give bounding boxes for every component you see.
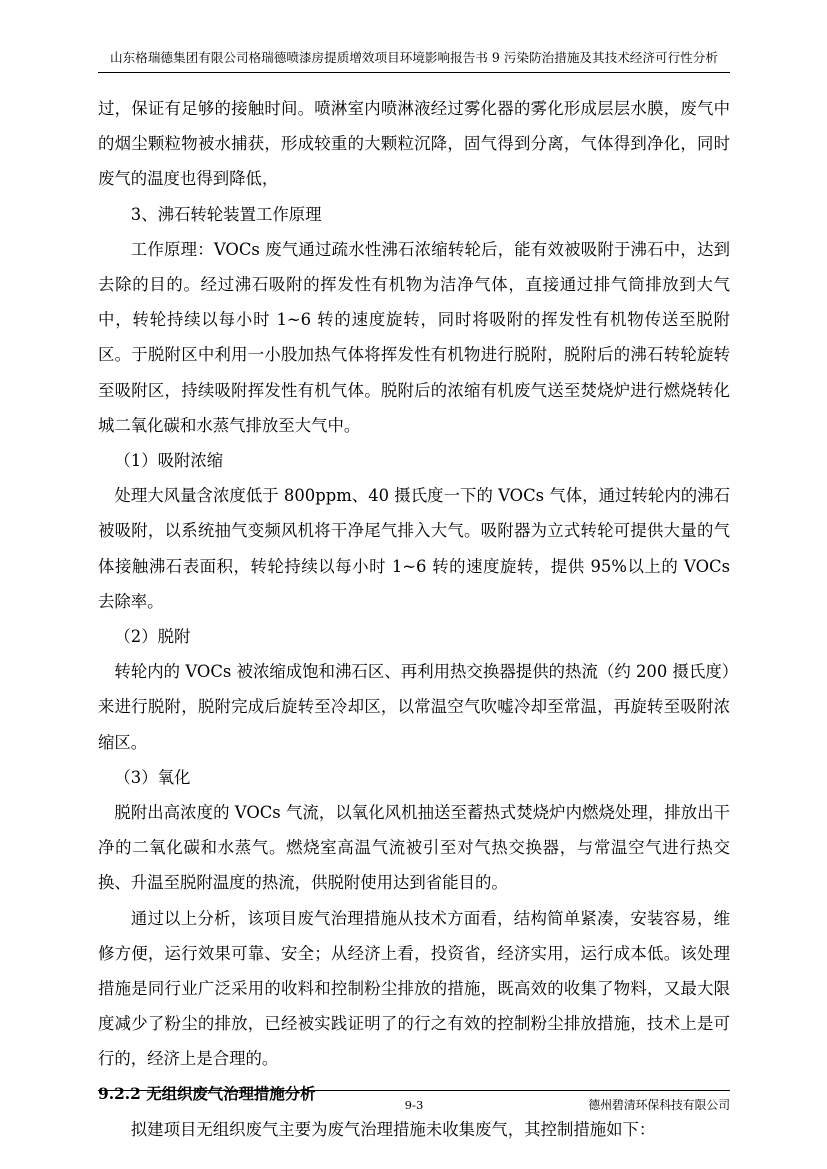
paragraph: 通过以上分析，该项目废气治理措施从技术方面看，结构简单紧凑，安装容易，维修方便，运行效果可靠、安全；从经济上看，投资省，经济实用，运行成本低。该处理措施是同行业广泛采用的收料和控制粉尘排放的措施，既高效的收集了物料，又最大限度减少了粉尘的排放，已经被实践证明了的行之有效的控制粉尘排放措施，技术上是可行的，经济上是合理的。 <box>98 908 730 1069</box>
body-text <box>98 91 730 1147</box>
footer-company: 德州碧清环保科技有限公司 <box>588 1098 730 1112</box>
paragraph: 转轮内的 VOCs 被浓缩成饱和沸石区、再利用热交换器提供的热流（约 200 摄氏度）来进行脱附，脱附完成后旋转至冷却区，以常温空气吹嘘冷却至常温，再旋转至吸附浓缩区。 <box>98 662 730 752</box>
paragraph: 处理大风量含浓度低于 800ppm、40 摄氏度一下的 VOCs 气体，通过转轮内的沸石被吸附，以系统抽气变频风机将干净尾气排入大气。吸附器为立式转轮可提供大量的气体接触沸石表面积，转轮持续以每小时 1~6 转的速度旋转，提供 95%以上的 VOCs 去除率。 <box>98 486 730 611</box>
paragraph: 脱附出高浓度的 VOCs 气流，以氧化风机抽送至蓄热式焚烧炉内燃烧处理，排放出干净的二氧化碳和水蒸气。燃烧室高温气流被引至对气热交换器，与常温空气进行热交换、升温至脱附温度的热流，供脱附使用达到省能目的。 <box>98 803 730 893</box>
page-content <box>98 48 730 1147</box>
paragraph: 工作原理：VOCs 废气通过疏水性沸石浓缩转轮后，能有效被吸附于沸石中，达到去除的目的。经过沸石吸附的挥发性有机物为洁净气体，直接通过排气筒排放到大气中，转轮持续以每小时 1~6 转的速度旋转，同时将吸附的挥发性有机物传送至脱附区。于脱附区中利用一小股加热气体将挥发性有机物进行脱附，脱附后的沸石转轮旋转至吸附区，持续吸附挥发性有机气体。脱附后的浓缩有机废气送至焚烧炉进行燃烧转化城二氧化碳和水蒸气排放至大气中。 <box>98 239 730 435</box>
paragraph: 拟建项目无组织废气主要为废气治理措施未收集废气，其控制措施如下： <box>130 1119 656 1139</box>
paragraph: 过，保证有足够的接触时间。喷淋室内喷淋液经过雾化器的雾化形成层层水膜，废气中的烟尘颗粒物被水捕获，形成较重的大颗粒沉降，固气得到分离，气体得到净化，同时废气的温度也得到降低， <box>98 99 730 189</box>
page-header: 山东格瑞德集团有限公司格瑞德喷漆房提质增效项目环境影响报告书 9 污染防治措施及其技术经济可行性分析 <box>98 48 730 73</box>
page-number: 9-3 <box>404 1098 424 1112</box>
paragraph: （1）吸附浓缩 <box>114 451 224 471</box>
paragraph: 3、沸石转轮装置工作原理 <box>130 204 322 224</box>
paragraph: （2）脱附 <box>114 627 191 647</box>
section-heading: 9.2.2 无组织废气治理措施分析 <box>98 1084 316 1103</box>
paragraph: （3）氧化 <box>114 767 191 787</box>
page-footer <box>98 1090 730 1116</box>
